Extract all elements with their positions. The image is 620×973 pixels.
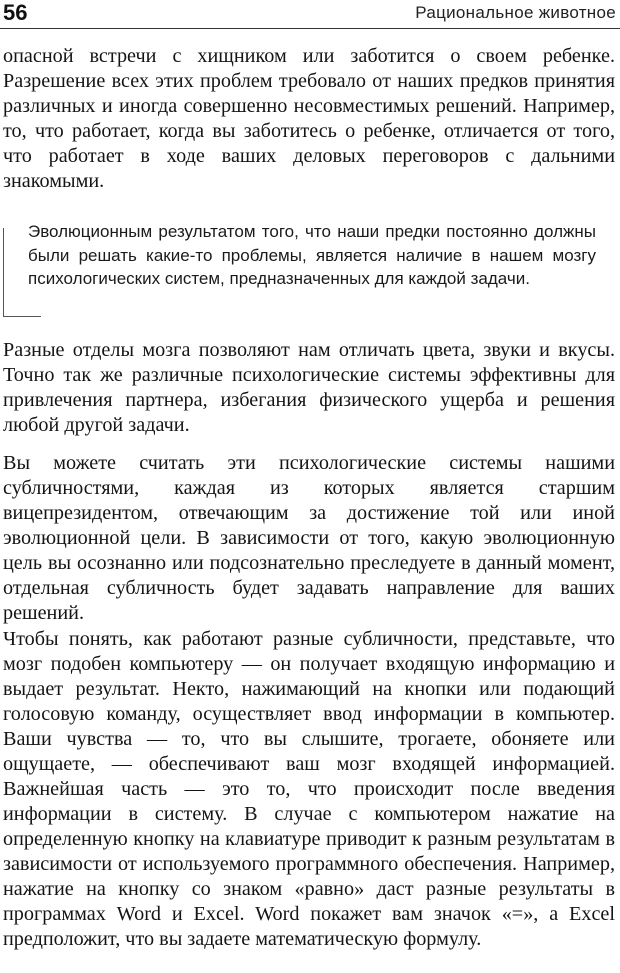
page-header [0, 0, 620, 34]
header-rule [0, 28, 620, 29]
callout-bottom-tick [3, 316, 41, 317]
page-number: 56 [3, 0, 28, 25]
running-title: Рациональное животное [415, 3, 616, 22]
callout-left-bar [3, 228, 4, 316]
paragraph-2: Разные отделы мозга позволяют нам отличать цвета, звуки и вкусы. Точно так же различные психологические системы эффективны для привлечения партнера, избегания физического ущерба и решения любой другой задачи. [3, 339, 615, 436]
paragraph-1: опасной встречи с хищником или заботится о своем ребенке. Разрешение всех этих проблем требовало от наших предков принятия различных и иногда совершенно несовместимых решений. Например, то, что работает, когда вы заботитесь о ребенке, отличается от того, что работает в ходе ваших деловых переговоров с дальними знакомыми. [3, 45, 615, 192]
paragraph-3: Вы можете считать эти психологические системы нашими субличностями, каждая из которых является старшим вицепрезидентом, отвечающим за достижение той или иной эволюционной цели. В зависимости от того, какую эволюционную цель вы осознанно или подсознательно преследуете в данный момент, отдельная субличность будет задавать направление для ваших решений. [3, 452, 615, 624]
callout-text: Эволюционным результатом того, что наши предки постоянно должны были решать какие-то проблемы, является наличие в нашем мозгу психологических систем, предназначенных для каждой задачи. [28, 222, 596, 288]
callout-box [3, 220, 603, 316]
paragraph-4: Чтобы понять, как работают разные субличности, представьте, что мозг подобен компьютеру — он получает входящую информацию и выдает результат. Некто, нажимающий на кнопки или подающий голосовую команду, осуществляет ввод информации в компьютер. Ваши чувства — то, что вы слышите, трогаете, обоняете или ощущаете, — обеспечивают ваш мозг входящей информацией. Важнейшая часть — это то, что происходит после введения информации в систему. В случае с компьютером нажатие на определенную кнопку на клавиатуре приводит к разным результатам в зависимости от используемого программного обеспечения. Например, нажатие на кнопку со знаком «равно» даст разные результаты в программах Word и Excel. Word покажет вам значок «=», а Excel предположит, что вы задаете математическую формулу. [3, 628, 615, 950]
